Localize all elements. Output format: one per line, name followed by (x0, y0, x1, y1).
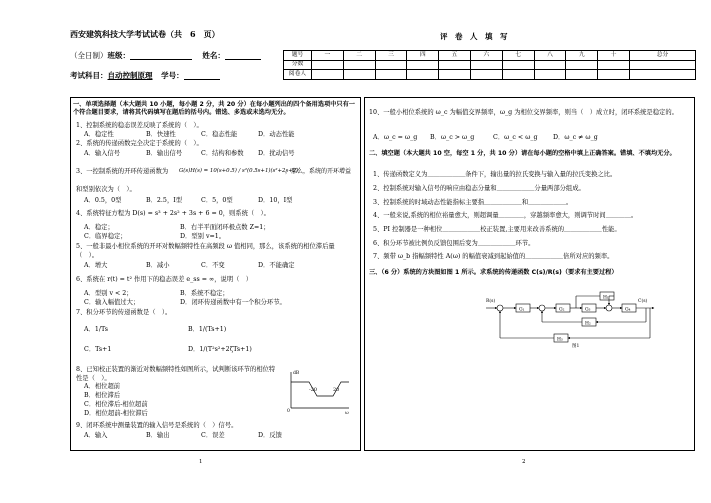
diagram-input-label: R(s) (486, 299, 496, 304)
q2-opt-a[interactable]: A．输入信号 (84, 150, 121, 157)
score-col-total: 总分 (630, 51, 696, 61)
grader-cell[interactable] (566, 70, 598, 80)
bode-slope-1: -20 (309, 387, 318, 393)
blank-item-3[interactable]: 3、控制系统的时域动态性能指标主要指＿＿＿＿＿＿和＿＿＿＿＿＿。 (373, 199, 573, 206)
score-cell[interactable] (407, 60, 439, 70)
q8-opt-a[interactable]: A．相位超前 (84, 383, 121, 390)
score-table (283, 50, 696, 80)
q2-text: 2、系统的传递函数完全决定于系统的（ ）。 (76, 140, 203, 147)
q3-opt-c[interactable]: C．5，0型 (201, 197, 233, 204)
q3-text-post: ，那么，系统的开环增益 (285, 168, 352, 175)
block-diagram (486, 286, 658, 348)
diagram-output-label: C(s) (638, 299, 648, 304)
q7-opt-b[interactable]: B．1/(Ts+1) (188, 326, 227, 333)
diagram-caption: 图1 (572, 344, 580, 348)
score-col: 七 (502, 51, 534, 61)
q2-opt-d[interactable]: D．扰动信号 (258, 150, 295, 157)
grader-cell[interactable] (343, 70, 375, 80)
bode-slope-2: 20 (333, 387, 340, 393)
grader-cell[interactable] (439, 70, 471, 80)
grader-cell[interactable] (630, 70, 696, 80)
fulltime-label: （全日制） (70, 51, 108, 60)
block-h2: H₂ (585, 321, 591, 327)
q4-text: 4、系统特征方程为 D(s) = s³ + 2s² + 3s + 6 = 0，则系统（ ）。 (76, 210, 270, 217)
q7-text: 7、积分环节的传递函数是（ ）。 (76, 309, 172, 316)
q3-opt-d[interactable]: D．10，I型 (258, 197, 293, 204)
score-cell[interactable] (312, 60, 344, 70)
score-col-label: 题号 (284, 51, 312, 61)
score-col: 五 (439, 51, 471, 61)
q10-opt-c[interactable]: C．ω_c < ω_g (493, 134, 538, 141)
q1-opt-d[interactable]: D．动态性能 (258, 131, 295, 138)
bode-magnitude-curve (291, 382, 349, 396)
q10-opt-b[interactable]: B．ω_c > ω_g (430, 134, 475, 141)
grader-row-label: 阅卷人 (284, 70, 312, 80)
q8-opt-c[interactable]: C．相位滞后-相位超前 (84, 401, 148, 408)
q4-opt-b[interactable]: B．右半平面闭环极点数 Z=1； (180, 224, 270, 231)
bode-x-label: ω (345, 411, 349, 416)
q1-opt-a[interactable]: A．稳定性 (84, 131, 114, 138)
q9-opt-c[interactable]: C．误差 (201, 432, 225, 439)
block-h3: H₃ (557, 337, 563, 343)
page-number-left: 1 (199, 459, 203, 465)
q9-text: 9、闭环系统中测量装置的输入信号是系统的（ ）信号。 (76, 422, 238, 429)
score-col: 二 (343, 51, 375, 61)
q10-opt-d[interactable]: D．ω_c ≠ ω_g (553, 134, 598, 141)
bode-y-label: dB (293, 371, 300, 376)
block-g3: G₃ (585, 307, 591, 313)
class-label: 班级： (107, 51, 130, 60)
score-col: 一 (312, 51, 344, 61)
q8-opt-d[interactable]: D．相位超前-相位滞后 (84, 410, 148, 417)
q3-formula: G(s)H(s) = 10(s+0.5) / s²(0.5s+1)(s²+2s+2) (179, 168, 299, 174)
student-id-label: 学号： (161, 71, 184, 80)
q4-opt-a[interactable]: A．稳定； (84, 224, 114, 231)
q7-opt-c[interactable]: C．Ts+1 (84, 346, 112, 353)
score-col: 九 (566, 51, 598, 61)
q1-text: 1、控制系统的稳态误差反映了系统的（ ）。 (76, 122, 203, 129)
q1-opt-b[interactable]: B．快速性 (146, 131, 176, 138)
q9-opt-b[interactable]: B．输出 (146, 432, 170, 439)
name-label: 姓名： (202, 51, 225, 60)
q3-opt-b[interactable]: B．2.5，I型 (146, 197, 183, 204)
block-g1: G₁ (519, 307, 525, 313)
section3-heading: 三、（6 分）系统的方块图如图 1 所示。求系统的传递函数 C(s)/R(s)（要求有主要过程） (369, 269, 618, 276)
score-cell[interactable] (439, 60, 471, 70)
score-cell[interactable] (502, 60, 534, 70)
subject-label: 考试科目： (70, 71, 108, 80)
score-row (284, 60, 696, 70)
grader-cell[interactable] (534, 70, 566, 80)
block-g2: G₂ (559, 307, 565, 313)
q9-opt-d[interactable]: D．反馈 (258, 432, 282, 439)
grader-cell[interactable] (502, 70, 534, 80)
exam-title: 西安建筑科技大学考试试卷（共 6 页） (70, 29, 220, 39)
score-header-row (284, 51, 696, 61)
score-col: 三 (375, 51, 407, 61)
blank-item-2[interactable]: 2、控制系统对输入信号的响应由稳态分量和＿＿＿＿＿＿分量两部分组成。 (373, 185, 585, 192)
score-col: 四 (407, 51, 439, 61)
q5-opt-c[interactable]: C．不变 (201, 262, 225, 269)
score-col: 八 (534, 51, 566, 61)
blank-item-7[interactable]: 7、频带 ω_b 指幅频特性 A(ω) 的幅值衰减到起始值的＿＿＿＿＿＿倍所对应的频率。 (373, 253, 614, 260)
q2-opt-b[interactable]: B．输出信号 (146, 150, 183, 157)
q9-opt-a[interactable]: A．输入 (84, 432, 108, 439)
q8-opt-b[interactable]: B．相位滞后 (84, 392, 121, 399)
blank-item-4[interactable]: 4、一般来说,系统的相位裕量愈大，则超调量＿＿＿＿，穿越频率愈大，则调节时间＿＿＿＿。 (373, 212, 638, 219)
q6-opt-a[interactable]: A．型别 v < 2； (84, 290, 133, 297)
q7-opt-d[interactable]: D．1/(T²s²+2ζTs+1) (188, 346, 252, 353)
bode-sketch-figure (283, 368, 353, 416)
score-cell[interactable] (375, 60, 407, 70)
score-cell[interactable] (566, 60, 598, 70)
grader-cell[interactable] (598, 70, 630, 80)
score-cell[interactable] (343, 60, 375, 70)
score-row-label: 分数 (284, 60, 312, 70)
subject-line (70, 71, 220, 80)
q5-opt-a[interactable]: A．增大 (84, 262, 108, 269)
class-line (70, 51, 261, 60)
q5-text: 5、一般非最小相位系统的开环对数幅频特性在高频段 ω 值相同，那么，该系统的相位滞后量（ ）。 (76, 243, 335, 259)
blank-item-5[interactable]: 5、PI 控制器是一种相位＿＿＿＿＿＿校正装置,主要用来改善系统的＿＿＿＿＿＿性能。 (373, 226, 621, 233)
grader-cell[interactable] (312, 70, 344, 80)
q5-opt-b[interactable]: B．减小 (146, 262, 170, 269)
score-col: 十 (598, 51, 630, 61)
section2-heading: 二、填空题（本大题共 10 空，每空 1 分，共 10 分）请在每小题的空格中填上正确答案。错填、不填均无分。 (369, 150, 676, 157)
q6-opt-b[interactable]: B．系统不稳定； (180, 290, 229, 297)
q10-text: 10、一般小相位系统的 ω_c 为幅值交界频率，ω_g 为相位交界频率，则当（ ）成立时，闭环系统是稳定的。 (369, 109, 678, 116)
q6-opt-c[interactable]: C．输入幅值过大； (84, 299, 140, 306)
grader-row (284, 70, 696, 80)
blank-item-6[interactable]: 6、积分环节被比例负反馈包围后变为＿＿＿＿＿＿环节。 (373, 240, 535, 247)
score-col: 六 (470, 51, 502, 61)
q6-text: 6、系统在 r(t) = t² 作用下的稳态误差 e_ss = ∞，说明（ ） (76, 276, 253, 283)
q1-opt-c[interactable]: C．稳态性能 (201, 131, 238, 138)
q7-opt-a[interactable]: A．1/Ts (84, 326, 108, 333)
class-field[interactable] (130, 53, 192, 60)
q6-opt-d[interactable]: D．闭环传递函数中有一个积分环节。 (180, 299, 286, 306)
score-cell[interactable] (598, 60, 630, 70)
subject-name: 自动控制原理 (107, 71, 153, 80)
q5-opt-d[interactable]: D．不能确定 (258, 262, 295, 269)
q8-text: 8、已知校正装置的渐近对数幅频特性如图所示，试判断该环节的相位特性是（ ）。 (76, 366, 276, 382)
block-g4: G₄ (625, 307, 631, 313)
q3-text-cont: 和型别依次为（ ）。 (76, 186, 136, 193)
q4-opt-c[interactable]: C．临界稳定； (84, 233, 127, 240)
score-cell[interactable] (534, 60, 566, 70)
bode-origin: 0 (287, 409, 290, 414)
name-field[interactable] (225, 53, 261, 60)
q3-opt-a[interactable]: A．0.5，0型 (84, 197, 122, 204)
blank-item-1[interactable]: 1、传递函数定义为＿＿＿＿＿＿条件下，输出量的拉氏变换与输入量的拉氏变换之比。 (373, 171, 617, 178)
section1-heading: 一、单项选择题（本大题共 10 小题，每小题 2 分，共 20 分）在每小题列出的四个备用选项中只有一个符合题目要求，请将其代码填写在题后的括号内。错选、多选或未选均无分。 (73, 101, 355, 117)
q4-opt-d[interactable]: D．型别 v=1。 (180, 233, 226, 240)
grader-cell[interactable] (470, 70, 502, 80)
q3-text: 3、一控制系统的开环传递函数为 (76, 168, 169, 175)
grader-cell[interactable] (375, 70, 407, 80)
page-number-right: 2 (522, 459, 526, 465)
q10-opt-a[interactable]: A．ω_c = ω_g (373, 134, 418, 141)
block-h1: H₁ (603, 295, 609, 301)
score-cell[interactable] (470, 60, 502, 70)
score-cell[interactable] (630, 60, 696, 70)
student-id-field[interactable] (184, 73, 220, 80)
grading-title: 评 卷 人 填 写 (440, 32, 508, 41)
q2-opt-c[interactable]: C．结构和参数 (201, 150, 244, 157)
grader-cell[interactable] (407, 70, 439, 80)
